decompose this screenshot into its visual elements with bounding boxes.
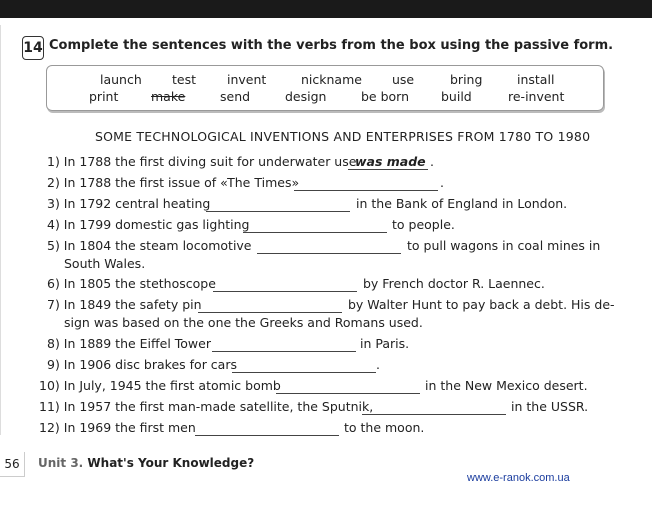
word-invent: invent — [227, 72, 267, 87]
sentence-10-blank[interactable] — [276, 381, 420, 394]
section-title: SOME TECHNOLOGICAL INVENTIONS AND ENTERPRISES FROM 1780 TO 1980 — [95, 129, 591, 144]
unit-title: What's Your Knowledge? — [87, 456, 255, 470]
sentence-7-continuation: sign was based on the one the Greeks and Romans used. — [64, 315, 423, 330]
sentence-11-text: 11) In 1957 the first man-made satellite, the Sputnik, — [39, 399, 374, 414]
word-re-invent: re-invent — [508, 89, 565, 104]
sentence-10-text: 10) In July, 1945 the first atomic bomb — [39, 378, 281, 393]
sentence-8-end: in Paris. — [360, 336, 410, 351]
sentence-8-blank[interactable] — [212, 339, 356, 352]
word-install: install — [517, 72, 555, 87]
sentence-5-text: 5) In 1804 the steam locomotive — [47, 238, 252, 253]
word-use: use — [392, 72, 415, 87]
word-box — [46, 65, 604, 111]
website-link[interactable]: www.e-ranok.com.ua — [467, 472, 570, 484]
word-test: test — [172, 72, 197, 87]
word-print: print — [89, 89, 119, 104]
unit-label: Unit 3. — [38, 456, 84, 470]
sentence-10-end: in the New Mexico desert. — [425, 378, 588, 393]
sentence-3-blank[interactable] — [206, 199, 350, 212]
sentence-2-end: . — [440, 175, 444, 190]
sentence-4-text: 4) In 1799 domestic gas lighting — [47, 217, 250, 232]
sentence-1-answer: was made — [355, 154, 426, 169]
sentence-7-end: by Walter Hunt to pay back a debt. His de- — [348, 297, 615, 312]
sentence-12-text: 12) In 1969 the first men — [39, 420, 196, 435]
sentence-9-text: 9) In 1906 disc brakes for cars — [47, 357, 237, 372]
sentence-5-continuation: South Wales. — [64, 256, 146, 271]
sentence-4-end: to people. — [392, 217, 455, 232]
sentence-5-end: to pull wagons in coal mines in — [407, 238, 601, 253]
sentence-11-blank[interactable] — [362, 402, 506, 415]
word-build: build — [441, 89, 472, 104]
word-launch: launch — [100, 72, 142, 87]
sentence-1-text: 1) In 1788 the first diving suit for underwater use — [47, 154, 357, 169]
sentence-11-end: in the USSR. — [511, 399, 589, 414]
sentence-5-blank[interactable] — [257, 241, 401, 254]
top-dark-bar — [0, 0, 652, 18]
exercise-instruction: Complete the sentences with the verbs from the box using the passive form. — [49, 38, 614, 53]
unit-footer — [38, 456, 254, 470]
page-number: 56 — [0, 452, 25, 477]
sentence-6-text: 6) In 1805 the stethoscope — [47, 276, 216, 291]
exercise-number: 14 — [22, 36, 44, 60]
word-make-crossed: make — [151, 89, 186, 104]
word-bring: bring — [450, 72, 483, 87]
sentence-9-blank[interactable] — [232, 360, 376, 373]
page-edge-line — [0, 25, 1, 435]
sentence-6-end: by French doctor R. Laennec. — [363, 276, 545, 291]
sentence-9-end: . — [376, 357, 380, 372]
word-nickname: nickname — [301, 72, 362, 87]
sentence-2-blank[interactable] — [294, 178, 438, 191]
sentence-4-blank[interactable] — [243, 220, 387, 233]
sentence-8-text: 8) In 1889 the Eiffel Tower — [47, 336, 211, 351]
sentence-12-end: to the moon. — [344, 420, 425, 435]
sentence-7-blank[interactable] — [198, 300, 342, 313]
sentence-3-text: 3) In 1792 central heating — [47, 196, 211, 211]
word-send: send — [220, 89, 251, 104]
sentence-12-blank[interactable] — [195, 423, 339, 436]
sentence-7-text: 7) In 1849 the safety pin — [47, 297, 202, 312]
sentence-2-text: 2) In 1788 the first issue of «The Times» — [47, 175, 300, 190]
sentence-1-end: . — [430, 154, 434, 169]
word-design: design — [285, 89, 327, 104]
sentence-3-end: in the Bank of England in London. — [356, 196, 568, 211]
sentence-6-blank[interactable] — [213, 279, 357, 292]
word-be-born: be born — [361, 89, 410, 104]
